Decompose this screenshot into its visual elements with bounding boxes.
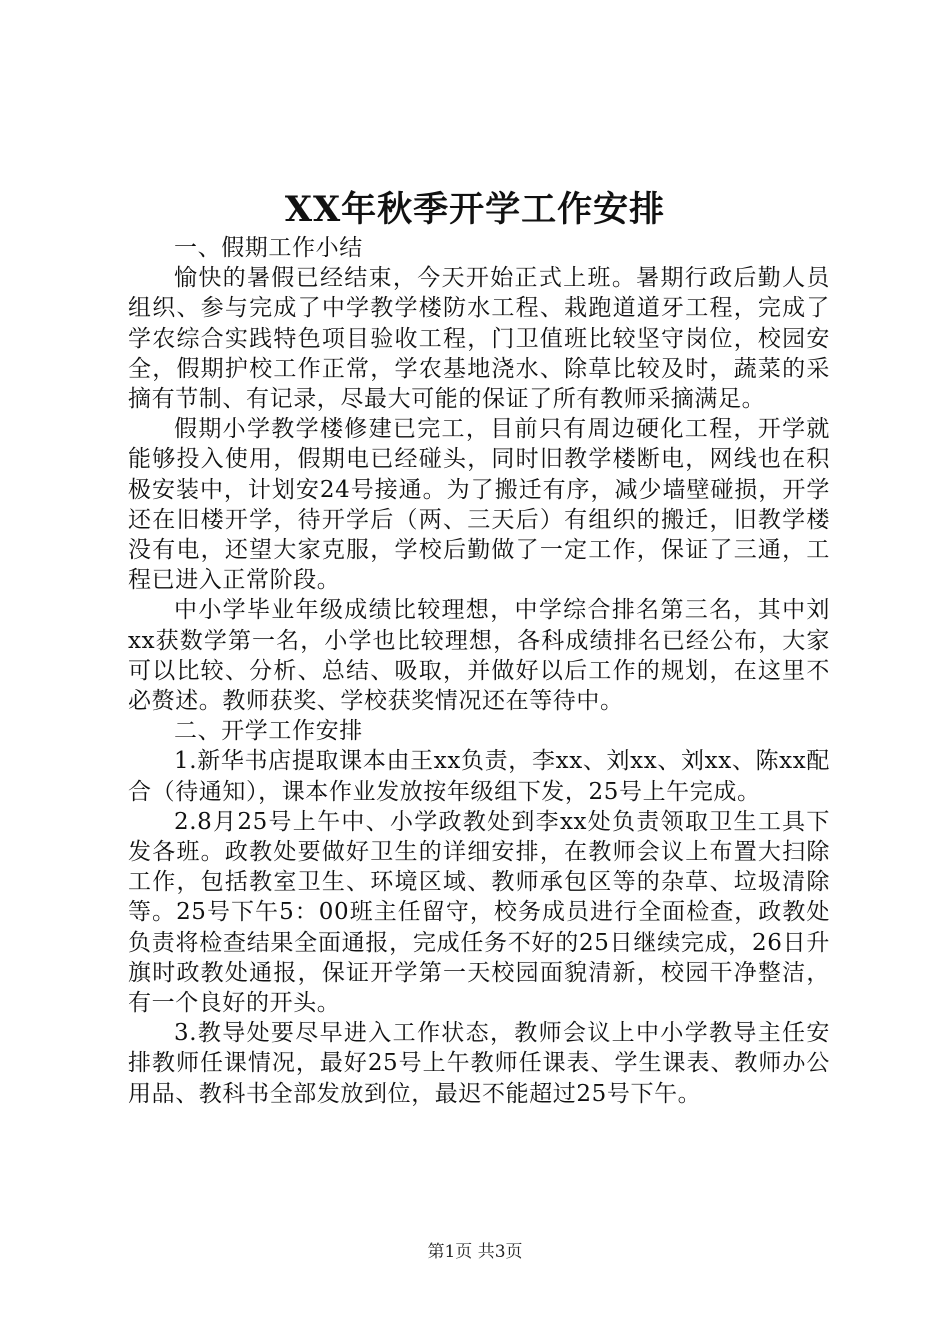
page-footer: 第1页 共3页 xyxy=(427,1242,523,1262)
section-heading: 二、开学工作安排 xyxy=(174,718,363,745)
body-paragraph: 3.教导处要尽早进入工作状态，教师会议上中小学教导主任安排教师任课情况，最好25号上午教师任课表、学生课表、教师办公用品、教科书全部发放到位，最迟不能超过25号下午。 xyxy=(128,1020,830,1107)
document-body xyxy=(128,233,830,1109)
body-paragraph: 假期小学教学楼修建已完工，目前只有周边硬化工程，开学就能够投入使用，假期电已经碰头，同时旧教学楼断电，网线也在积极安装中，计划安24号接通。为了搬迁有序，减少墙壁碰损，开学还在旧楼开学，待开学后（两、三天后）有组织的搬迁，旧教学楼没有电，还望大家克服，学校后勤做了一定工作，保证了三通，工程已进入正常阶段。 xyxy=(128,416,830,594)
section-heading: 一、假期工作小结 xyxy=(174,235,363,261)
document-title: XX年秋季开学工作安排 xyxy=(284,189,666,230)
body-paragraph: 中小学毕业年级成绩比较理想，中学综合排名第三名，其中刘xx获数学第一名，小学也比较理想，各科成绩排名已经公布，大家可以比较、分析、总结、吸取，并做好以后工作的规划，在这里不必赘述。教师获奖、学校获奖情况还在等待中。 xyxy=(128,597,830,715)
body-paragraph: 1.新华书店提取课本由王xx负责，李xx、刘xx、刘xx、陈xx配合（待通知），课本作业发放按年级组下发，25号上午完成。 xyxy=(128,748,830,805)
body-paragraph: 愉快的暑假已经结束，今天开始正式上班。暑期行政后勤人员组织、参与完成了中学教学楼防水工程、栽跑道道牙工程，完成了学农综合实践特色项目验收工程，门卫值班比较坚守岗位，校园安全，假期护校工作正常，学农基地浇水、除草比较及时，蔬菜的采摘有节制、有记录，尽最大可能的保证了所有教师采摘满足。 xyxy=(128,265,830,413)
body-paragraph: 2.8月25号上午中、小学政教处到李xx处负责领取卫生工具下发各班。政教处要做好卫生的详细安排，在教师会议上布置大扫除工作，包括教室卫生、环境区域、教师承包区等的杂草、垃圾清除等。25号下午5：00班主任留守，校务成员进行全面检查，政教处负责将检查结果全面通报，完成任务不好的25日继续完成，26日升旗时政教处通报，保证开学第一天校园面貌清新，校园干净整洁，有一个良好的开头。 xyxy=(128,808,830,1017)
